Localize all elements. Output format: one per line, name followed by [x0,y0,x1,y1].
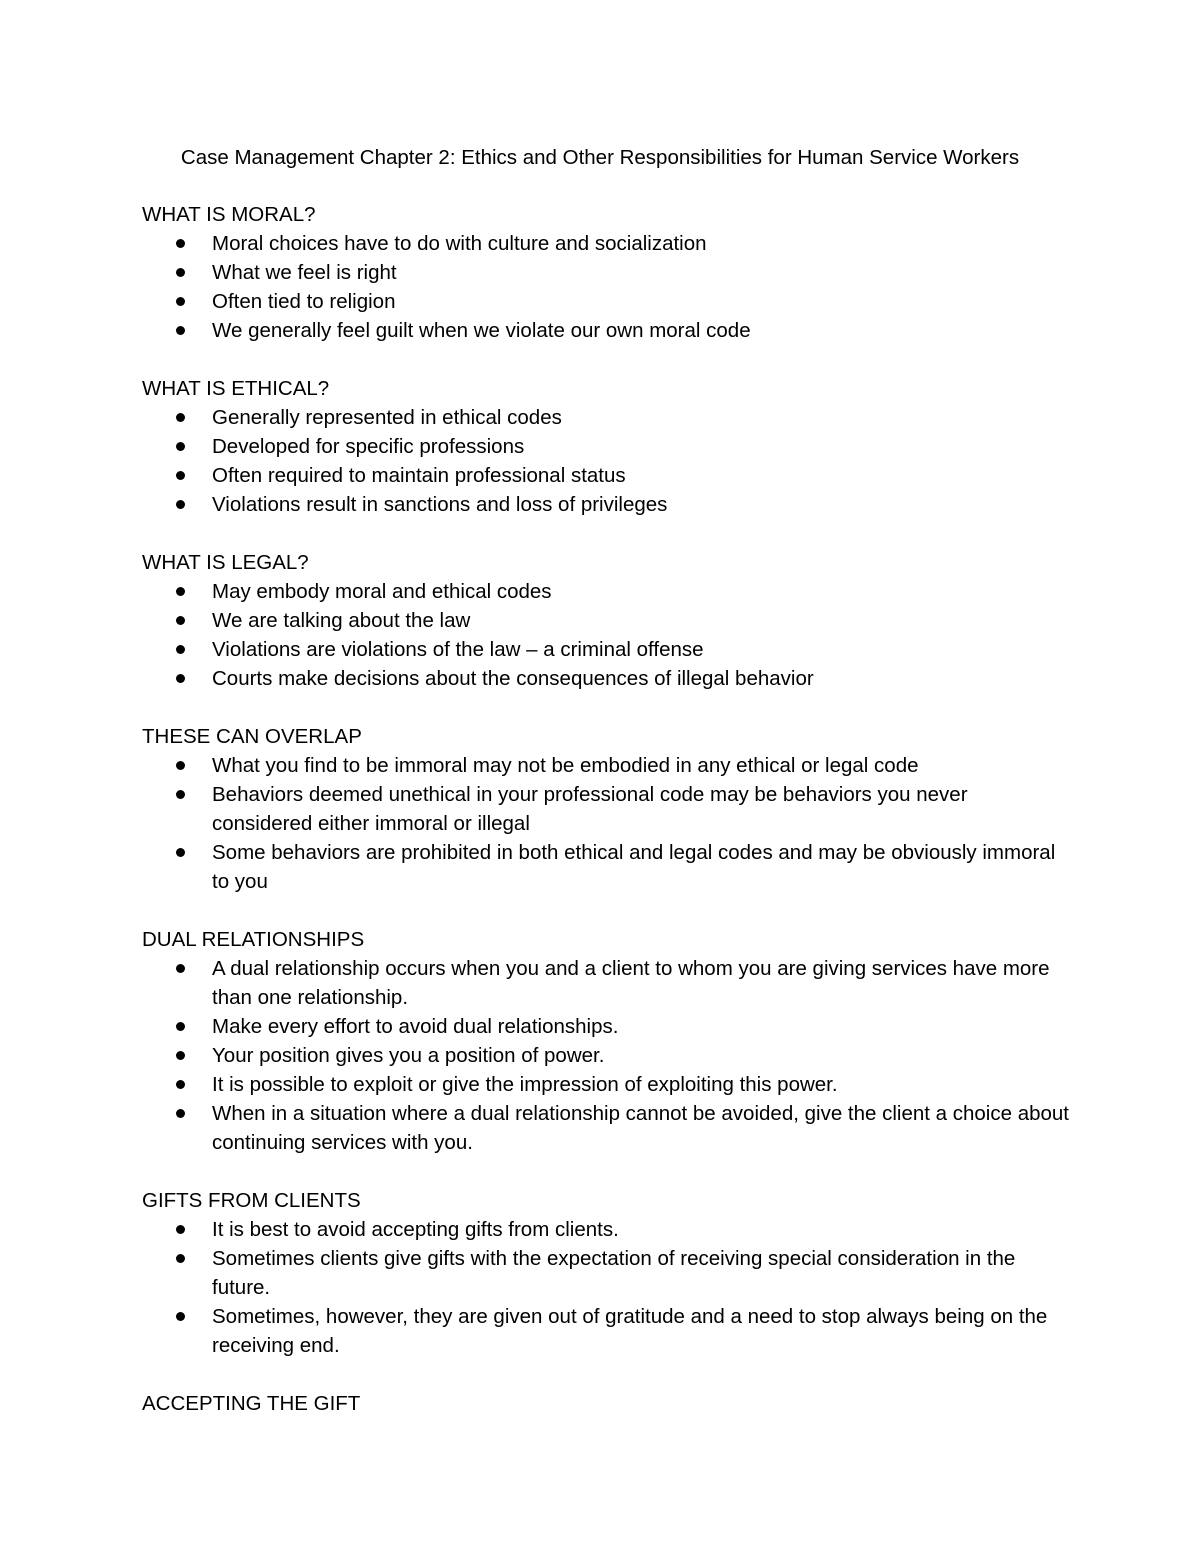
bullet-item [142,577,1072,606]
bullet-item [142,1099,1072,1157]
document-section [142,925,1072,1157]
bullet-dot-icon [176,1225,185,1234]
bullet-text: We generally feel guilt when we violate our own moral code [212,319,751,342]
section-heading: DUAL RELATIONSHIPS [142,928,365,951]
bullet-item [142,490,1072,519]
bullet-item [142,1041,1072,1070]
document-section [142,1389,1072,1418]
bullet-dot-icon [176,326,185,335]
bullet-item [142,664,1072,693]
bullet-text: Moral choices have to do with culture and socialization [212,232,707,255]
section-heading: WHAT IS MORAL? [142,203,316,226]
bullet-text: Often required to maintain professional status [212,464,626,487]
bullet-dot-icon [176,1312,185,1321]
bullet-text: A dual relationship occurs when you and a client to whom you are giving services have more than one relationship. [212,957,1050,1009]
bullet-text: Some behaviors are prohibited in both ethical and legal codes and may be obviously immoral to you [212,841,1056,893]
bullet-item [142,1244,1072,1302]
bullet-list [142,229,1072,345]
bullet-list [142,751,1072,896]
bullet-text: It is best to avoid accepting gifts from clients. [212,1218,619,1241]
bullet-item [142,635,1072,664]
bullet-dot-icon [176,1254,185,1263]
bullet-dot-icon [176,848,185,857]
bullet-text: Courts make decisions about the consequences of illegal behavior [212,667,814,690]
bullet-dot-icon [176,471,185,480]
bullet-text: May embody moral and ethical codes [212,580,552,603]
bullet-item [142,1215,1072,1244]
bullet-text: What we feel is right [212,261,397,284]
bullet-dot-icon [176,1022,185,1031]
bullet-item [142,751,1072,780]
bullet-text: Make every effort to avoid dual relationships. [212,1015,619,1038]
bullet-item [142,229,1072,258]
bullet-item [142,287,1072,316]
section-heading: GIFTS FROM CLIENTS [142,1189,361,1212]
section-heading: ACCEPTING THE GIFT [142,1392,361,1415]
bullet-text: What you find to be immoral may not be embodied in any ethical or legal code [212,754,919,777]
bullet-text: Generally represented in ethical codes [212,406,562,429]
bullet-dot-icon [176,964,185,973]
bullet-item [142,780,1072,838]
section-heading: WHAT IS LEGAL? [142,551,309,574]
bullet-dot-icon [176,239,185,248]
bullet-item [142,838,1072,896]
bullet-text: When in a situation where a dual relationship cannot be avoided, give the client a choice about continuing services with you. [212,1102,1070,1154]
document-section [142,548,1072,693]
section-heading: WHAT IS ETHICAL? [142,377,330,400]
bullet-dot-icon [176,442,185,451]
bullet-item [142,954,1072,1012]
bullet-dot-icon [176,1051,185,1060]
bullet-item [142,432,1072,461]
bullet-dot-icon [176,297,185,306]
bullet-dot-icon [176,1109,185,1118]
bullet-item [142,1012,1072,1041]
section-heading: THESE CAN OVERLAP [142,725,362,748]
bullet-list [142,577,1072,693]
document-section [142,1186,1072,1360]
document-title: Case Management Chapter 2: Ethics and Other Responsibilities for Human Service Workers [180,146,1020,169]
bullet-list [142,954,1072,1157]
bullet-item [142,258,1072,287]
bullet-item [142,403,1072,432]
bullet-dot-icon [176,587,185,596]
bullet-text: We are talking about the law [212,609,471,632]
bullet-dot-icon [176,790,185,799]
bullet-dot-icon [176,268,185,277]
bullet-dot-icon [176,413,185,422]
document-section [142,200,1072,345]
bullet-item [142,606,1072,635]
bullet-item [142,1302,1072,1360]
bullet-text: Violations are violations of the law – a criminal offense [212,638,704,661]
bullet-text: Sometimes, however, they are given out of gratitude and a need to stop always being on the receiving end. [212,1305,1048,1357]
bullet-list [142,403,1072,519]
bullet-dot-icon [176,674,185,683]
bullet-text: Behaviors deemed unethical in your professional code may be behaviors you never considered either immoral or illegal [212,783,968,835]
bullet-text: Often tied to religion [212,290,396,313]
bullet-text: Sometimes clients give gifts with the expectation of receiving special consideration in the future. [212,1247,1016,1299]
bullet-dot-icon [176,1080,185,1089]
bullet-item [142,461,1072,490]
bullet-text: It is possible to exploit or give the impression of exploiting this power. [212,1073,838,1096]
bullet-dot-icon [176,500,185,509]
bullet-dot-icon [176,645,185,654]
bullet-dot-icon [176,616,185,625]
document-section [142,374,1072,519]
bullet-text: Developed for specific professions [212,435,525,458]
document-body [142,200,1072,1447]
document-section [142,722,1072,896]
bullet-text: Violations result in sanctions and loss of privileges [212,493,668,516]
bullet-text: Your position gives you a position of power. [212,1044,605,1067]
bullet-list [142,1215,1072,1360]
bullet-dot-icon [176,761,185,770]
bullet-item [142,1070,1072,1099]
bullet-item [142,316,1072,345]
